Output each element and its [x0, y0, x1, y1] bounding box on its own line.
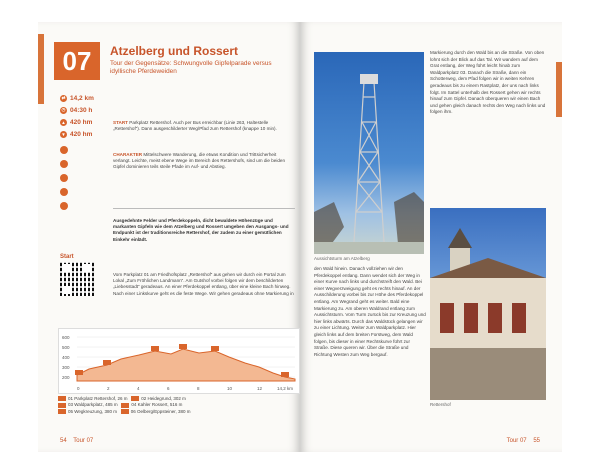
start-heading: Start [60, 254, 74, 260]
dog-icon [60, 188, 68, 196]
start-label: START [113, 120, 128, 125]
legend-item: 04 Kahler Rossert, 516 m [131, 402, 183, 408]
page-footer-right [507, 438, 540, 444]
stat-value: 14,2 km [70, 94, 94, 102]
y-tick: 400 [62, 355, 70, 360]
start-text: Parkplatz Rettershof. Auch per Bus erreichbar (Linie 263, Haltestelle „Rettershof“). Dann ausgeschilderter Weg/Pfad zum Rettershof (knappe 10 min). [113, 120, 277, 132]
start-info [113, 120, 295, 132]
tour-number-badge [54, 42, 100, 80]
character-text: Mittelschwere Wanderung, die etwas Kondition und Trittsicherheit verlangt. Leichte, meist ebene Wege im Bereich des Rettershofs, sind um die beiden Gipfel dominieren teils steile Pfade im Auf- und Abstieg. [113, 152, 286, 170]
observation-tower-image [314, 52, 424, 254]
stat-ascent [60, 116, 110, 128]
right-page [300, 22, 562, 452]
time-icon: ◷ [61, 107, 66, 112]
family-icon [60, 202, 68, 210]
rettershof-photo [430, 208, 546, 400]
stat-value: 420 hm [70, 130, 93, 138]
waypoint-marker [211, 346, 219, 351]
legend-item: 06 Oelberg/Eppsteiner, 380 m [130, 408, 191, 414]
tour-number: 07 [62, 45, 92, 76]
legend-item: 03 Waldparkplatz, 485 m [68, 402, 118, 408]
waypoint-marker [75, 370, 83, 375]
x-tick: 2 [107, 386, 110, 391]
stat-descent [60, 128, 110, 140]
x-tick: 12 [257, 386, 263, 391]
waypoint-legend [58, 396, 298, 415]
parking-icon [60, 146, 68, 154]
photo-caption: Rettershof [430, 402, 451, 407]
footer-tour: Tour 07 [73, 438, 94, 444]
waypoint-marker [151, 346, 159, 351]
character-info [113, 152, 295, 171]
route-text-col1: den Wald hinein. Danach vollziehen wir den Pferdekoppel entlang. Dann wendet sich der Weg in einer Kurve nach links und durchstreift den Wald. Bei einer Wegverzweigung geht es rechts hinauf. An der Ausschilderung vorbei bis zur Höhe des Pferdekoppel entlang. Am Wegrand geht es weiter. Bald eine Markierung zu. Am oberen Waldrand entlang zum Aussichtsturm. Vom Turm zurück bis zur Kreuzung und hier links abwärts. Durch das Waldstück gelangen wir zu einer Lichtung. Weiter zum Waldparkplatz. Hier gleich links auf dem breiten Forstweg, dem Wald folgen, bis dieser in einer Rechtskurve führt zur Straße. Diese queren wir. Über die Straße und Richtung Westen zum Weg bergauf. [314, 266, 426, 357]
divider [113, 208, 295, 209]
descent-icon: ▼ [61, 131, 66, 137]
y-tick: 600 [62, 335, 70, 340]
stat-time [60, 104, 110, 116]
route-text-col2: Markierung durch den Wald bis an die Straße. Von oben lohnt sich der Blick auf das Tal. Wir wandern auf dem Grat entlang, der Weg führt leicht hinab zum Waldparkplatz 03. Danach die Straße, dann ein Schotterweg, dem Pfad folgen wir in weiten Kehren geradeaus bis zu einem Rastplatz, der uns nach links folgt. Im Sattel unterhalb des Rossert gehen wir rechts hinauf zum Gipfel. Danach überqueren wir einen Bach und gehen gleich danach rechts den Weg nach links und folgen ihm. [430, 50, 546, 115]
y-tick: 300 [62, 365, 70, 370]
legend-item: 02 Heidegrund, 302 m [141, 396, 186, 401]
page-number: 54 [60, 438, 67, 444]
stat-distance [60, 92, 110, 104]
tour-subtitle: Tour der Gegensätze: Schwungvolle Gipfelparade versus idyllische Pferdeweiden [110, 60, 272, 75]
y-tick: 200 [62, 375, 70, 380]
restaurant-icon [60, 174, 68, 182]
tour-stats [60, 92, 110, 140]
character-label: CHARAKTER [113, 152, 143, 157]
x-tick: 14,2 km [277, 386, 294, 391]
left-page [38, 22, 300, 452]
stat-value: 420 hm [70, 118, 93, 126]
intro-text: Ausgedehnte Felder und Pferdekoppeln, dicht bewaldete Höhenzüge und markanten Gipfeln wie dem Atzelberg und Rossert umgeben den Ausgangs- und Endpunkt ist der traditionsreiche Rettershof, der zudem zu einer gemütlichen Einkehr einlädt. [113, 218, 289, 242]
route-text: Vom Parkplatz 01 am Friedhofsplatz „Rettershof“ aus gehen wir durch ein Portal zum Lokal „Zum Fröhlichen Landmann“. Am Gutshof vorbei folgen wir dem beschilderten „Liebesstadt“ geradeaus. An einer Pferdekoppel entlang, über eine kleine Bach hinweg. Nach einer Linkskurve geht es die feste Wege. Wir gehen geradeaus ohne Markierung in [113, 272, 294, 296]
tower-photo [314, 52, 424, 254]
building-image [430, 208, 546, 400]
qr-code [60, 262, 94, 296]
stat-value: 04:30 h [70, 106, 93, 114]
x-tick: 6 [167, 386, 170, 391]
waypoint-marker [103, 360, 111, 365]
distance-icon: ⇄ [61, 95, 66, 100]
elevation-chart [59, 329, 299, 393]
tour-title: Atzelberg und Rossert [110, 44, 239, 58]
page-number: 55 [533, 438, 540, 444]
elevation-profile [58, 328, 300, 394]
feature-icons [60, 146, 71, 216]
footer-tour: Tour 07 [506, 438, 527, 444]
y-tick: 500 [62, 345, 70, 350]
page-footer-left [60, 438, 93, 444]
x-tick: 0 [77, 386, 80, 391]
waypoint-marker [179, 344, 187, 349]
chapter-tab [556, 62, 562, 117]
x-tick: 10 [227, 386, 233, 391]
bus-icon [60, 160, 68, 168]
legend-item: 05 Wegkreuzung, 380 m [68, 408, 117, 414]
legend-item: 01 Parkplatz Rettershof, 26 m [68, 396, 128, 401]
waypoint-marker [281, 372, 289, 377]
photo-caption: Aussichtsturm am Atzelberg [314, 256, 370, 261]
x-tick: 4 [137, 386, 140, 391]
x-tick: 8 [197, 386, 200, 391]
chapter-tab [38, 34, 44, 104]
ascent-icon: ▲ [61, 119, 66, 125]
